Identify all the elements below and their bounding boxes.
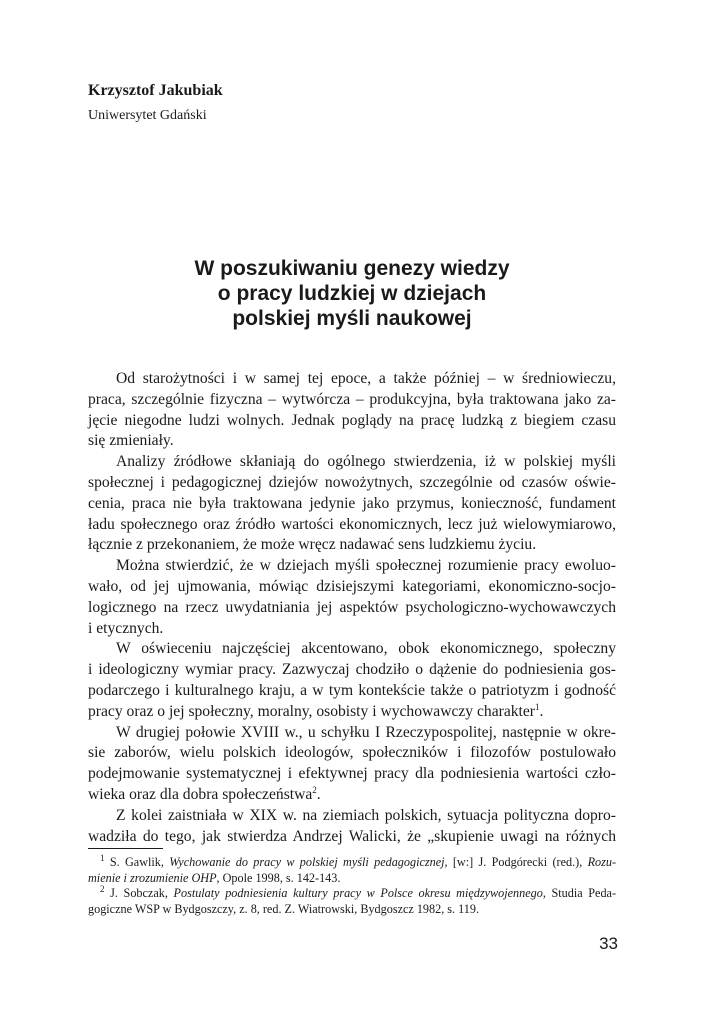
text-line: się zmieniały. (88, 432, 174, 450)
footnote-work-title: Postulaty podniesienia kultury pracy w Polsce okresu międzywojennego (173, 886, 543, 901)
text-line: i ideologiczny wymiar pracy. Zazwyczaj chodziło o dążenie do podniesienia gos- (88, 661, 616, 679)
text-line: logicznego na rzecz uwydatniania jej aspektów psychologiczno-wychowawczych (88, 598, 616, 616)
article-body (88, 369, 616, 847)
page-number: 33 (599, 934, 618, 953)
footnote-number: 1 (100, 852, 105, 863)
footnote-text: S. Gawlik, (109, 855, 170, 869)
footnotes (88, 852, 617, 917)
author-name: Krzysztof Jakubiak (88, 82, 223, 99)
footnote-line: gogiczne WSP w Bydgoszczy, z. 8, red. Z. Wiatrowski, Bydgoszcz 1982, s. 119. (88, 901, 480, 916)
text-line: podejmowanie systematycznej i efektywnej pracy dla podniesienia wartości czło- (88, 765, 616, 783)
footnote-text: , [w:] J. Podgórecki (red.), (444, 855, 588, 869)
footnote-line (88, 886, 616, 902)
footnote-line (88, 852, 617, 871)
text-line: wadziła do tego, jak stwierdza Andrzej Walicki, że „skupienie uwagi na różnych (88, 827, 616, 845)
footnote-text: , Opole 1998, s. 142-143. (216, 870, 341, 885)
text-line: Analizy źródłowe skłaniają do ogólnego stwierdzenia, iż w polskiej myśli (116, 453, 616, 471)
text-line: cenia, praca nie była traktowana jedynie jako przymus, konieczność, fundament (88, 494, 616, 512)
paragraph-4 (88, 639, 616, 722)
text-line: W drugiej połowie XVIII w., u schyłku I Rzeczypospolitej, następnie w okre- (116, 723, 616, 741)
text-line-content: wieka oraz dla dobra społeczeństwa (88, 785, 313, 803)
paragraph-6 (88, 806, 616, 848)
text-line: społecznej i pedagogicznej dziejów nowożytnych, szczególnie od czasów oświe- (88, 473, 616, 491)
text-line: sie zaborów, wielu polskich ideologów, społeczników i filozofów postulowało (88, 744, 616, 762)
paragraph-1 (88, 369, 616, 452)
text-line: i etycznych. (88, 619, 164, 637)
footnote-work-title: mienie i zrozumienie OHP (88, 870, 217, 885)
text-line (88, 785, 616, 806)
paragraph-3 (88, 556, 616, 639)
footnote-work-title: Rozu- (587, 855, 617, 869)
text-line: jęcie niegodne ludzi wolnych. Jednak poglądy na pracę ludzką z biegiem czasu (88, 411, 616, 429)
title-line: polskiej myśli naukowej (232, 307, 472, 330)
text-line: wało, od jej ujmowania, mówiąc dzisiejszymi kategoriami, ekonomiczno-socjo- (88, 577, 616, 595)
text-line: Od starożytności i w samej tej epoce, a także później – w średniowieczu, (116, 370, 616, 387)
paragraph-2 (88, 452, 616, 556)
footnote-work-title: Wychowanie do pracy w polskiej myśli pedagogicznej (169, 855, 445, 869)
text-line: ładu społecznego oraz źródło wartości ekonomicznych, lecz już wielowymiarowo, (88, 515, 616, 533)
text-line: praca, szczególnie fizyczna – wytwórcza – produkcyjna, była traktowana jako za- (88, 390, 616, 408)
footnote-1 (88, 852, 617, 886)
text-line: Można stwierdzić, że w dziejach myśli społecznej rozumienie pracy ewoluo- (116, 557, 616, 575)
sentence-end: . (539, 702, 544, 720)
title-line: o pracy ludzkiej w dziejach (217, 282, 487, 305)
paragraph-5 (88, 723, 616, 806)
text-line-content: pracy oraz o jej społeczny, moralny, osobisty i wychowawczy charakter (88, 702, 535, 720)
text-line: łącznie z przekonaniem, że może wręcz nadawać sens ludzkiemu życiu. (88, 536, 537, 554)
sentence-end: . (316, 785, 321, 803)
text-line: podarczego i kulturalnego kraju, a w tym kontekście także o patriotyzm i godność (88, 681, 616, 699)
text-line: W oświeceniu najczęściej akcentowano, obok ekonomicznego, społeczny (116, 640, 616, 658)
footnote-text: J. Sobczak, (110, 886, 174, 901)
text-line: Z kolei zaistniała w XIX w. na ziemiach polskich, sytuacja polityczna dopro- (116, 806, 616, 824)
footnote-divider (88, 848, 163, 849)
footnote-number: 2 (100, 884, 105, 895)
footnote-text: , Studia Peda- (542, 886, 617, 901)
title-line: W poszukiwaniu genezy wiedzy (194, 257, 510, 280)
footnote-2 (88, 886, 616, 917)
text-line (88, 702, 616, 723)
author-affiliation: Uniwersytet Gdański (88, 108, 207, 123)
article-title (88, 256, 616, 331)
footnote-ref-2[interactable]: 2 (312, 784, 317, 795)
footnote-ref-1[interactable]: 1 (535, 701, 540, 712)
footnote-line (88, 871, 616, 887)
